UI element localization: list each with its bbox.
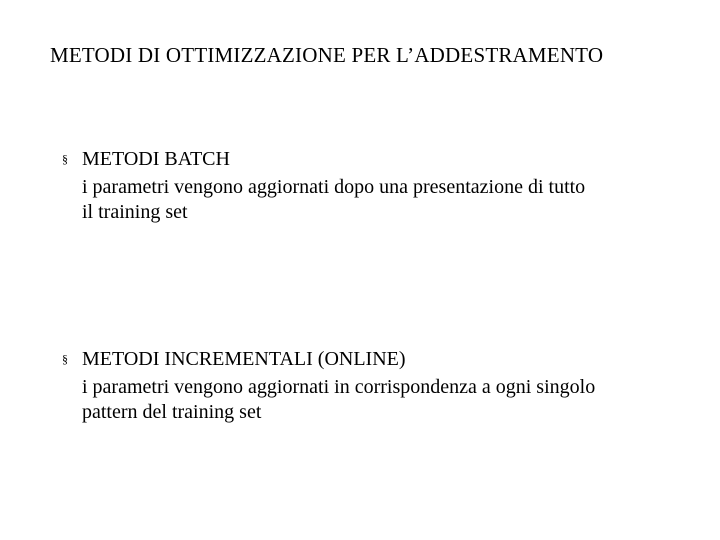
bullet-body: [82, 375, 702, 425]
bullet-body-line: i parametri vengono aggiornati dopo una presentazione di tutto: [82, 176, 586, 198]
bullet-heading: METODI INCREMENTALI (ONLINE): [82, 348, 406, 370]
bullet-marker-icon: §: [62, 152, 68, 166]
bullet-marker-icon: §: [62, 352, 68, 366]
bullet-body-line: il training set: [82, 201, 188, 223]
bullet-heading: METODI BATCH: [82, 148, 230, 170]
bullet-body-line: pattern del training set: [82, 401, 262, 423]
bullet-body-line: i parametri vengono aggiornati in corrispondenza a ogni singolo: [82, 376, 596, 398]
bullet-body: [82, 175, 702, 225]
slide-title: METODI DI OTTIMIZZAZIONE PER L’ADDESTRAMENTO: [50, 43, 604, 67]
